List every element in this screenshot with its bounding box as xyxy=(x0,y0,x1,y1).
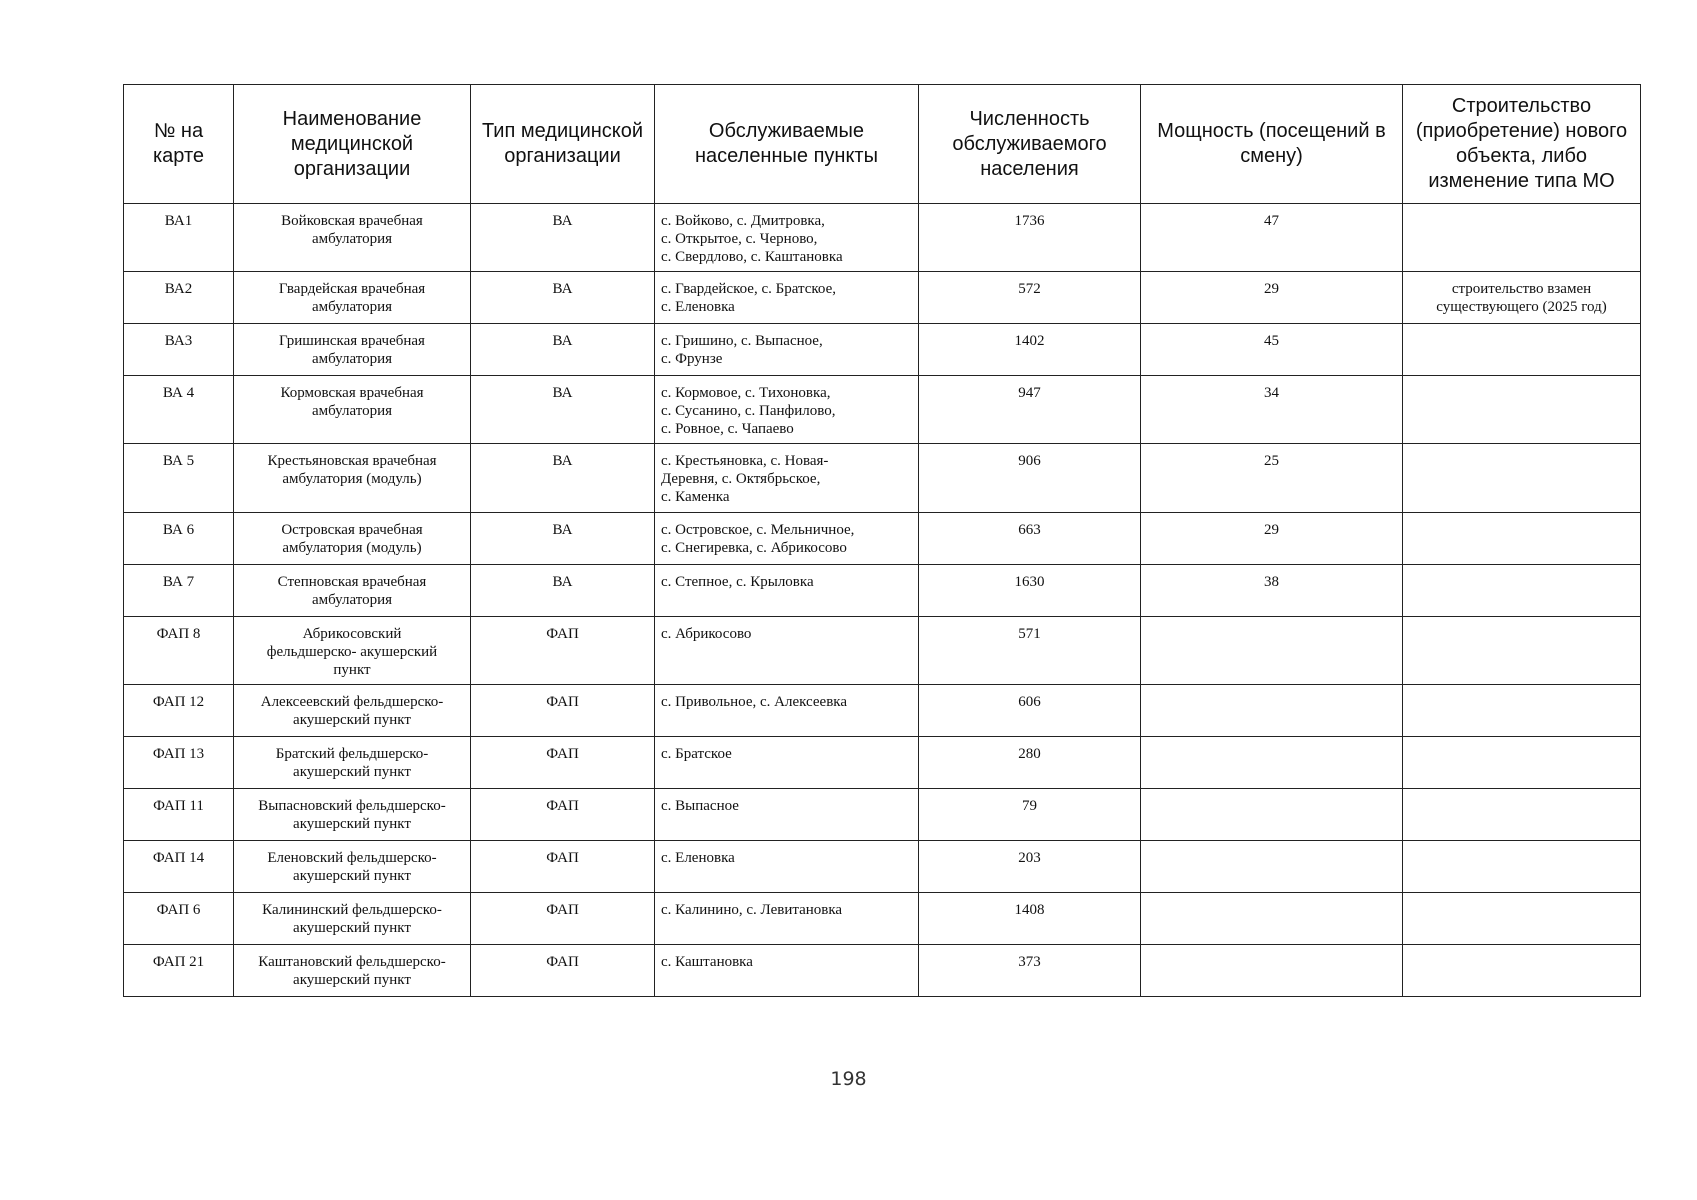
header-population: Численность обслуживаемого населения xyxy=(919,85,1141,204)
cell-capacity xyxy=(1141,737,1403,789)
cell-org-type: ФАП xyxy=(471,945,655,997)
cell-settlements xyxy=(655,617,919,685)
table-row xyxy=(124,513,1641,565)
cell-org-name-line: амбулатория (модуль) xyxy=(282,540,422,556)
header-org-type: Тип медицинской организации xyxy=(471,85,655,204)
cell-map-number: ФАП 21 xyxy=(124,945,234,997)
table-row xyxy=(124,737,1641,789)
cell-construction-line: строительство взамен xyxy=(1451,281,1592,297)
cell-org-name-line: Выпасновский фельдшерско- xyxy=(258,798,446,814)
cell-org-name-line: Калининский фельдшерско- xyxy=(262,902,442,918)
table-header-row xyxy=(124,85,1641,204)
cell-org-name-line: Кормовская врачебная xyxy=(280,385,424,401)
table-row xyxy=(124,565,1641,617)
table-row xyxy=(124,841,1641,893)
cell-org-name-line: Гришинская врачебная xyxy=(279,333,425,349)
cell-capacity: 29 xyxy=(1141,272,1403,324)
cell-population: 1402 xyxy=(919,324,1141,376)
cell-capacity xyxy=(1141,841,1403,893)
cell-org-name xyxy=(234,272,471,324)
cell-settlements-line: с. Привольное, с. Алексеевка xyxy=(661,694,847,710)
cell-org-name xyxy=(234,324,471,376)
cell-org-name xyxy=(234,789,471,841)
table-row xyxy=(124,893,1641,945)
cell-population: 373 xyxy=(919,945,1141,997)
header-map-number: № на карте xyxy=(124,85,234,204)
cell-settlements xyxy=(655,841,919,893)
cell-org-name-line: акушерский пункт xyxy=(293,764,411,780)
cell-org-name-line: амбулатория xyxy=(311,299,393,315)
cell-construction xyxy=(1403,324,1641,376)
cell-population: 606 xyxy=(919,685,1141,737)
cell-capacity: 47 xyxy=(1141,204,1403,272)
cell-population: 906 xyxy=(919,444,1141,513)
cell-org-type: ФАП xyxy=(471,685,655,737)
cell-population: 1630 xyxy=(919,565,1141,617)
cell-org-name-line: Островская врачебная xyxy=(281,522,423,538)
cell-org-name-line: Еленовский фельдшерско- xyxy=(267,850,437,866)
cell-org-name-line: пункт xyxy=(333,662,371,678)
cell-settlements-line: с. Войково, с. Дмитровка, xyxy=(661,213,825,229)
cell-map-number: ВА1 xyxy=(124,204,234,272)
cell-org-name-line: акушерский пункт xyxy=(293,712,411,728)
page-number: 198 xyxy=(830,1068,867,1090)
cell-settlements-line: с. Крестьяновка, с. Новая- xyxy=(661,453,829,469)
cell-settlements xyxy=(655,324,919,376)
cell-construction xyxy=(1403,893,1641,945)
cell-settlements-line: с. Каштановка xyxy=(661,954,753,970)
cell-settlements-line: с. Абрикосово xyxy=(661,626,752,642)
cell-org-name-line: амбулатория (модуль) xyxy=(282,471,422,487)
cell-org-name xyxy=(234,513,471,565)
cell-settlements xyxy=(655,685,919,737)
cell-org-name-line: Крестьяновская врачебная xyxy=(267,453,437,469)
cell-org-name xyxy=(234,685,471,737)
cell-capacity xyxy=(1141,617,1403,685)
cell-capacity: 38 xyxy=(1141,565,1403,617)
cell-org-name-line: Братский фельдшерско- xyxy=(275,746,429,762)
cell-settlements-line: с. Братское xyxy=(661,746,732,762)
cell-settlements xyxy=(655,444,919,513)
cell-org-name-line: Абрикосовский xyxy=(302,626,402,642)
cell-org-name-line: Каштановский фельдшерско- xyxy=(258,954,446,970)
cell-map-number: ФАП 6 xyxy=(124,893,234,945)
cell-org-name-line: Степновская врачебная xyxy=(277,574,427,590)
cell-settlements xyxy=(655,565,919,617)
cell-settlements-line: с. Ровное, с. Чапаево xyxy=(661,421,794,437)
cell-org-type: ВА xyxy=(471,324,655,376)
cell-org-name-line: акушерский пункт xyxy=(293,920,411,936)
cell-org-type: ВА xyxy=(471,376,655,444)
cell-org-name-line: фельдшерско- акушерский xyxy=(266,644,438,660)
cell-population: 1736 xyxy=(919,204,1141,272)
table-row xyxy=(124,324,1641,376)
cell-org-name xyxy=(234,945,471,997)
header-settlements: Обслуживаемые населенные пункты xyxy=(655,85,919,204)
cell-population: 203 xyxy=(919,841,1141,893)
table-row xyxy=(124,685,1641,737)
cell-org-type: ФАП xyxy=(471,617,655,685)
cell-map-number: ВА 4 xyxy=(124,376,234,444)
cell-org-name-line: акушерский пункт xyxy=(293,816,411,832)
cell-org-name-line: амбулатория xyxy=(311,351,393,367)
cell-settlements xyxy=(655,893,919,945)
cell-settlements-line: с. Фрунзе xyxy=(661,351,723,367)
cell-settlements-line: с. Гвардейское, с. Братское, xyxy=(661,281,836,297)
table-row xyxy=(124,376,1641,444)
table-row xyxy=(124,444,1641,513)
cell-settlements xyxy=(655,513,919,565)
cell-org-name xyxy=(234,841,471,893)
cell-population: 1408 xyxy=(919,893,1141,945)
cell-org-name-line: акушерский пункт xyxy=(293,972,411,988)
cell-settlements-line: с. Снегиревка, с. Абрикосово xyxy=(661,540,847,556)
cell-map-number: ФАП 11 xyxy=(124,789,234,841)
cell-org-type: ВА xyxy=(471,444,655,513)
cell-construction xyxy=(1403,685,1641,737)
cell-construction xyxy=(1403,617,1641,685)
cell-org-name xyxy=(234,617,471,685)
cell-org-name-line: амбулатория xyxy=(311,231,393,247)
cell-population: 571 xyxy=(919,617,1141,685)
cell-org-name xyxy=(234,444,471,513)
cell-map-number: ФАП 13 xyxy=(124,737,234,789)
cell-org-name-line: акушерский пункт xyxy=(293,868,411,884)
cell-settlements xyxy=(655,204,919,272)
table-row xyxy=(124,617,1641,685)
cell-settlements xyxy=(655,945,919,997)
cell-capacity: 29 xyxy=(1141,513,1403,565)
cell-map-number: ВА 5 xyxy=(124,444,234,513)
cell-map-number: ВА2 xyxy=(124,272,234,324)
cell-settlements-line: с. Каменка xyxy=(661,489,730,505)
cell-map-number: ФАП 8 xyxy=(124,617,234,685)
cell-capacity xyxy=(1141,789,1403,841)
table-row xyxy=(124,945,1641,997)
cell-population: 572 xyxy=(919,272,1141,324)
cell-settlements-line: с. Островское, с. Мельничное, xyxy=(661,522,855,538)
medical-organizations-table xyxy=(123,84,1641,997)
table-body xyxy=(124,204,1641,997)
cell-settlements-line: с. Калинино, с. Левитановка xyxy=(661,902,843,918)
cell-construction-line: существующего (2025 год) xyxy=(1436,299,1607,315)
header-capacity: Мощность (посещений в смену) xyxy=(1141,85,1403,204)
cell-map-number: ВА 6 xyxy=(124,513,234,565)
cell-org-name xyxy=(234,893,471,945)
cell-org-type: ВА xyxy=(471,272,655,324)
header-construction: Строительство (приобретение) нового объекта, либо изменение типа МО xyxy=(1403,85,1641,204)
cell-org-name-line: Войковская врачебная xyxy=(281,213,423,229)
cell-construction xyxy=(1403,204,1641,272)
cell-population: 280 xyxy=(919,737,1141,789)
cell-construction xyxy=(1403,789,1641,841)
cell-org-name xyxy=(234,737,471,789)
cell-capacity xyxy=(1141,685,1403,737)
cell-org-name-line: Гвардейская врачебная xyxy=(278,281,426,297)
cell-construction xyxy=(1403,737,1641,789)
cell-org-type: ФАП xyxy=(471,789,655,841)
cell-settlements-line: с. Гришино, с. Выпасное, xyxy=(661,333,823,349)
cell-capacity: 25 xyxy=(1141,444,1403,513)
cell-org-type: ФАП xyxy=(471,841,655,893)
cell-org-name-line: амбулатория xyxy=(311,403,393,419)
header-org-name: Наименование медицинской организации xyxy=(234,85,471,204)
cell-construction xyxy=(1403,444,1641,513)
cell-map-number: ФАП 12 xyxy=(124,685,234,737)
cell-capacity: 34 xyxy=(1141,376,1403,444)
cell-org-name-line: Алексеевский фельдшерско- xyxy=(260,694,444,710)
cell-settlements xyxy=(655,272,919,324)
cell-map-number: ФАП 14 xyxy=(124,841,234,893)
cell-settlements-line: с. Кормовое, с. Тихоновка, xyxy=(661,385,831,401)
cell-settlements-line: с. Еленовка xyxy=(661,299,735,315)
cell-org-type: ВА xyxy=(471,513,655,565)
cell-construction xyxy=(1403,376,1641,444)
cell-capacity xyxy=(1141,893,1403,945)
cell-settlements xyxy=(655,789,919,841)
cell-construction xyxy=(1403,841,1641,893)
cell-org-type: ФАП xyxy=(471,737,655,789)
cell-settlements-line: с. Сусанино, с. Панфилово, xyxy=(661,403,836,419)
cell-org-type: ВА xyxy=(471,204,655,272)
table-row xyxy=(124,789,1641,841)
table-row xyxy=(124,272,1641,324)
cell-map-number: ВА3 xyxy=(124,324,234,376)
cell-settlements-line: с. Степное, с. Крыловка xyxy=(661,574,814,590)
cell-construction xyxy=(1403,565,1641,617)
table-row xyxy=(124,204,1641,272)
cell-population: 947 xyxy=(919,376,1141,444)
cell-org-name xyxy=(234,376,471,444)
cell-construction xyxy=(1403,272,1641,324)
cell-settlements-line: Деревня, с. Октябрьское, xyxy=(661,471,821,487)
cell-org-type: ВА xyxy=(471,565,655,617)
cell-settlements xyxy=(655,376,919,444)
cell-population: 79 xyxy=(919,789,1141,841)
cell-construction xyxy=(1403,513,1641,565)
cell-capacity xyxy=(1141,945,1403,997)
cell-settlements xyxy=(655,737,919,789)
cell-capacity: 45 xyxy=(1141,324,1403,376)
cell-settlements-line: с. Свердлово, с. Каштановка xyxy=(661,249,843,265)
cell-population: 663 xyxy=(919,513,1141,565)
cell-construction xyxy=(1403,945,1641,997)
cell-org-name xyxy=(234,565,471,617)
cell-org-name xyxy=(234,204,471,272)
cell-org-name-line: амбулатория xyxy=(311,592,393,608)
cell-map-number: ВА 7 xyxy=(124,565,234,617)
cell-settlements-line: с. Открытое, с. Черново, xyxy=(661,231,818,247)
cell-org-type: ФАП xyxy=(471,893,655,945)
cell-settlements-line: с. Выпасное xyxy=(661,798,739,814)
cell-settlements-line: с. Еленовка xyxy=(661,850,735,866)
